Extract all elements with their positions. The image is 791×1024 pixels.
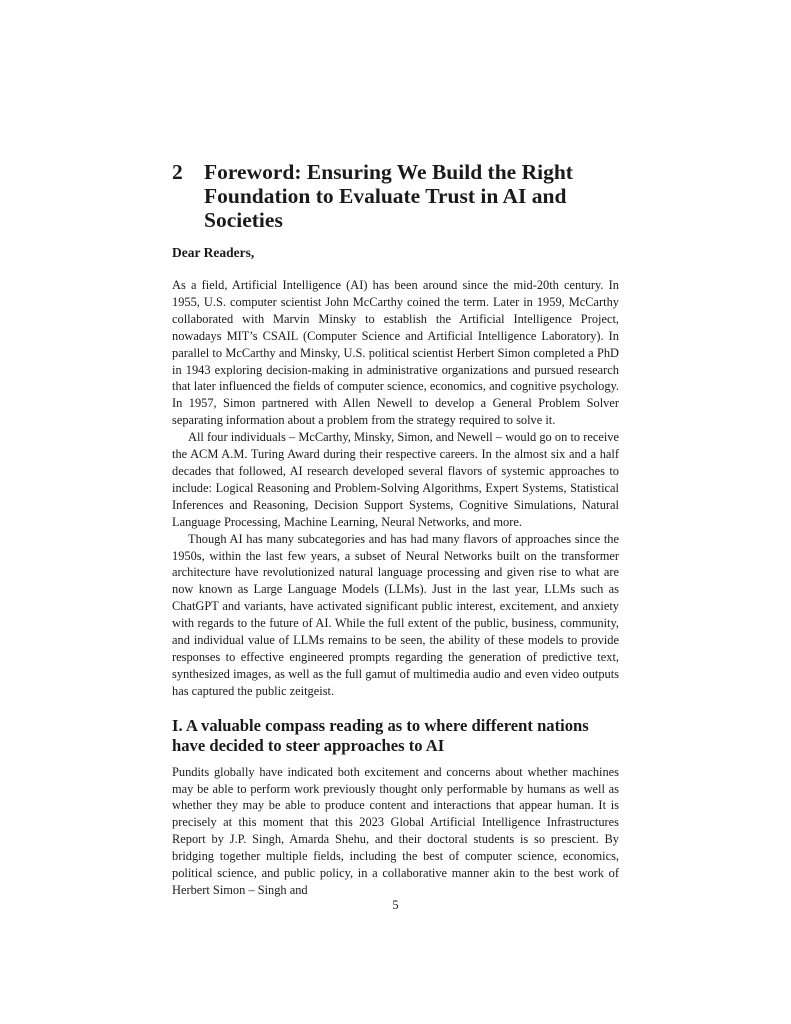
section-title: Foreword: Ensuring We Build the Right Foundation to Evaluate Trust in AI and Societies (204, 160, 573, 232)
salutation: Dear Readers, (172, 245, 255, 260)
page-number: 5 (392, 898, 399, 912)
page-content (172, 160, 619, 899)
paragraph-3: Though AI has many subcategories and has had many flavors of approaches since the 1950s, within the last few years, a subset of Neural Networks built on the transformer architecture have revolutionized natural language processing and given rise to what are now known as Large Language Models (LLMs). Just in the last year, LLMs such as ChatGPT and variants, have activated significant public interest, excitement, and anxiety with regards to the future of AI. While the full extent of the public, business, community, and individual value of LLMs remains to be seen, the ability of these models to provide responses to effective engineered prompts regarding the generation of predictive text, synthesized images, as well as the full gamut of multimedia audio and even video outputs has captured the public zeitgeist. (172, 531, 619, 698)
section-number: 2 (172, 160, 183, 184)
subsection-title: I. A valuable compass reading as to where different nations have decided to steer approaches to AI (172, 715, 589, 755)
subsection-paragraph: Pundits globally have indicated both excitement and concerns about whether machines may be able to perform work previously thought only performable by humans as well as whether they may be able to produce content and interactions that appear human. It is precisely at this moment that this 2023 Global Artificial Intelligence Infrastructures Report by J.P. Singh, Amarda Shehu, and their doctoral students is so prescient. By bridging together multiple fields, including the best of computer science, economics, political science, and public policy, in a collaborative manner akin to the best work of Herbert Simon – Singh and (172, 764, 619, 897)
paragraph-1: As a field, Artificial Intelligence (AI) has been around since the mid-20th century. In 1955, U.S. computer scientist John McCarthy coined the term. Later in 1959, McCarthy collaborated with Marvin Minsky to establish the Artificial Intelligence Project, nowadays MIT’s CSAIL (Computer Science and Artificial Intelligence Laboratory). In parallel to McCarthy and Minsky, U.S. political scientist Herbert Simon completed a PhD in 1943 exploring decision-making in administrative organizations and pursued research that later influenced the fields of computer science, economics, and cognitive psychology. In 1957, Simon partnered with Allen Newell to develop a General Problem Solver separating information about a problem from the strategy required to solve it. (172, 278, 619, 428)
paragraph-2: All four individuals – McCarthy, Minsky, Simon, and Newell – would go on to receive the ACM A.M. Turing Award during their respective careers. In the almost six and a half decades that followed, AI research developed several flavors of systemic approaches to include: Logical Reasoning and Problem-Solving Algorithms, Expert Systems, Statistical Inferences and Reasoning, Decision Support Systems, Cognitive Simulations, Natural Language Processing, Machine Learning, Neural Networks, and more. (172, 430, 619, 529)
section-heading (172, 160, 619, 232)
